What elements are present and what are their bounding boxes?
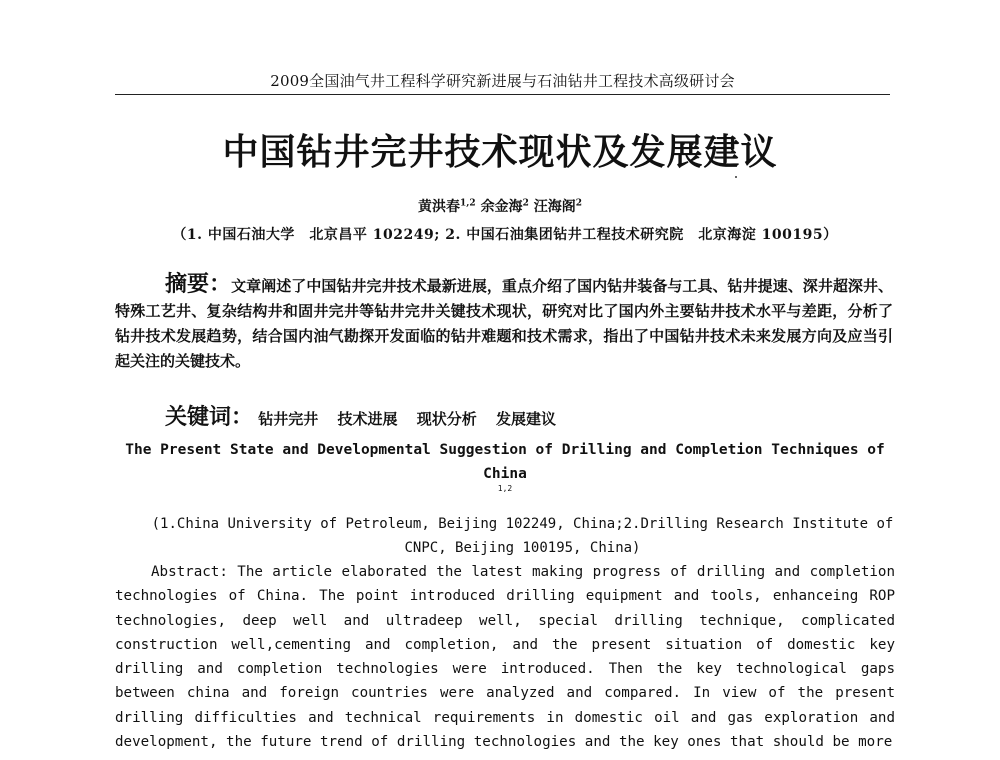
abstract-text-cn: 文章阐述了中国钻井完井技术最新进展，重点介绍了国内钻井装备与工具、钻井提速、深井超深井、特殊工艺井、复杂结构井和固井完井等钻井完井关键技术现状，研究对比了国内外主要钻井技术水平与差距，分析了钻井技术发展趋势，结合国内油气勘探开发面临的钻井难题和技术需求，指出了中国钻井技术未来发展方向及应当引起关注的关键技术。 <box>115 277 893 370</box>
author-affil-sup: 2 <box>575 198 582 209</box>
author-affil-sup: 1,2 <box>460 198 476 209</box>
keywords-cn <box>165 400 895 431</box>
keyword: 发展建议 <box>496 410 557 428</box>
affiliation-en: (1.China University of Petroleum, Beijing 102249, China;2.Drilling Research Institute of CNPC, Beijing 100195, China) <box>151 516 894 556</box>
affiliation-cn: （1. 中国石油大学 北京昌平 102249; 2. 中国石油集团钻井工程技术研究院 北京海淀 100195） <box>172 227 838 243</box>
keyword: 现状分析 <box>416 410 477 428</box>
author-name: 黄洪春 <box>418 199 461 215</box>
keywords-label-cn: 关键词： <box>165 404 254 430</box>
author-affil-sup: 2 <box>522 198 529 209</box>
paper-title-en: The Present State and Developmental Suggestion of Drilling and Completion Techniques of China <box>125 442 885 482</box>
abstract-en: Abstract: The article elaborated the latest making progress of drilling and completion technologies of China. The point introduced drilling equipment and tools, enhanceing ROP technologies, deep well and ultradeep well, special drilling technique, complicated construction well,cementing and completion, and the present situation of domestic key drilling and completion technologies were introduced. Then the key technological gaps between china and foreign countries were analyzed and compared. In view of the present drilling difficulties and technical requirements in domestic oil and gas exploration and development, the future trend of drilling technologies and the key ones that should be more <box>115 564 895 751</box>
header-rule <box>115 94 890 95</box>
authors-cn <box>0 196 1000 216</box>
author-name: 汪海阁 <box>533 199 576 215</box>
abstract-label-cn: 摘要： <box>165 271 232 297</box>
title-en-affil-sup: 1,2 <box>497 484 513 493</box>
abstract-cn <box>115 272 893 374</box>
conference-header: 2009全国油气井工程科学研究新进展与石油钻井工程技术高级研讨会 <box>270 72 735 90</box>
keyword: 钻井完井 <box>258 410 319 428</box>
scan-speck <box>735 176 737 178</box>
keyword: 技术进展 <box>337 410 398 428</box>
paper-title-cn: 中国钻井完井技术现状及发展建议 <box>222 131 778 173</box>
author-name: 余金海 <box>480 199 523 215</box>
